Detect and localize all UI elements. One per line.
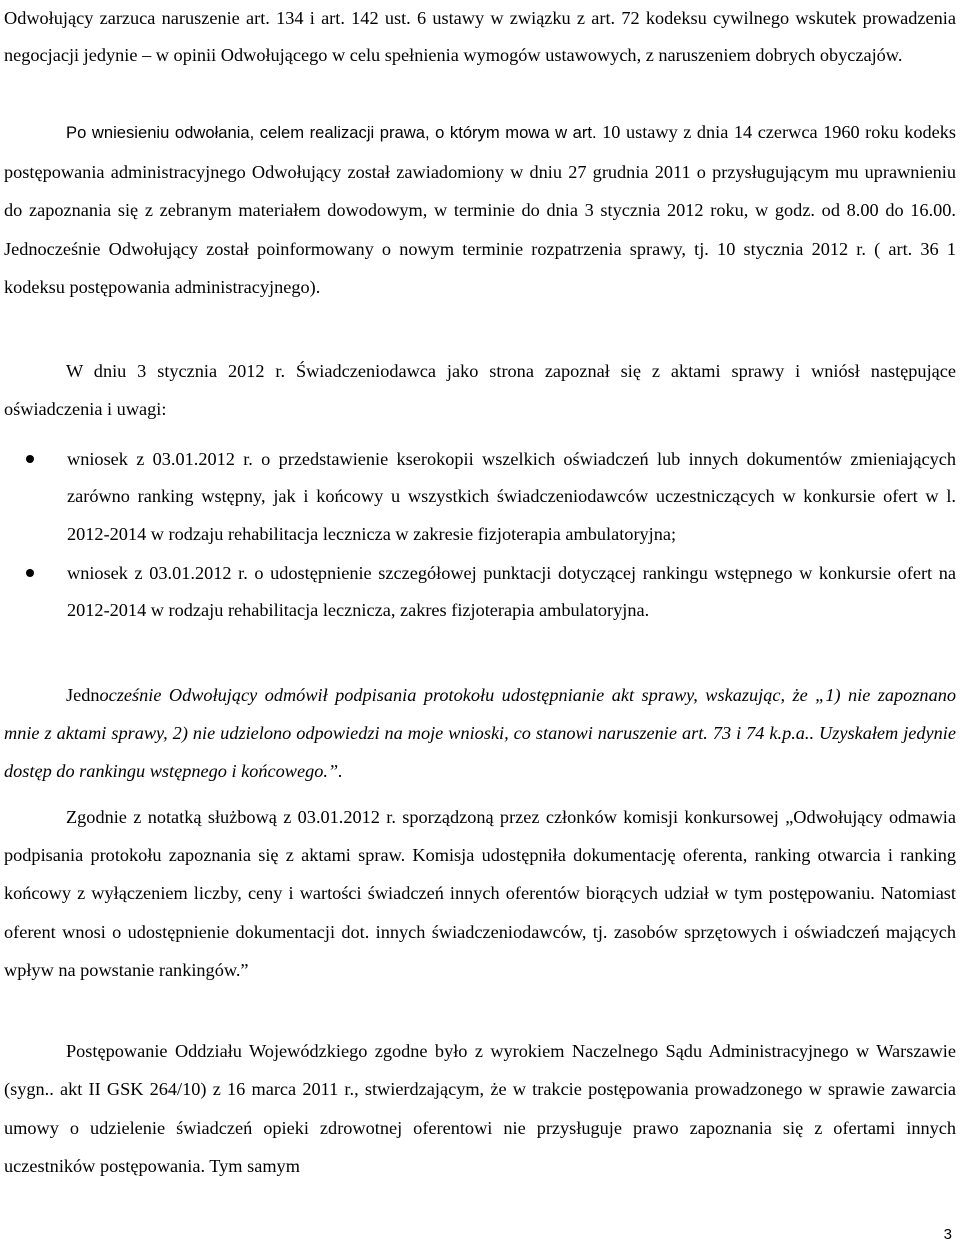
list-item-text: wniosek z 03.01.2012 r. o udostępnienie szczegółowej punktacji dotyczącej rankingu wstępnego w konkursie ofert na 2012-2014 w rodzaju rehabilitacja lecznicza, zakres fizjoterapia ambulatoryjna. [67,562,956,621]
bullet-dot-icon [26,569,34,577]
paragraph-3 [4,352,956,428]
paragraph-4 [4,676,956,790]
list-item [4,555,956,630]
paragraph-5-text: Zgodnie z notatką służbową z 03.01.2012 r. sporządzoną przez członków komisji konkursowej „Odwołujący odmawia podpisania protokołu zapoznania się z aktami spraw. Komisja udostępniła dokumentację oferenta, ranking otwarcia i ranking końcowy z wyłączeniem liczby, ceny i wartości świadczeń innych oferentów biorących udział w tym postępowaniu. Natomiast oferent wnosi o udostępnienie dokumentacji dot. innych świadczeniodawców, tj. zasobów sprzętowych i oświadczeń mających wpływ na powstanie rankingów.” [4,807,956,980]
paragraph-6-text: Postępowanie Oddziału Wojewódzkiego zgodne było z wyrokiem Naczelnego Sądu Administracyjnego w Warszawie (sygn.. akt II GSK 264/10) z 16 marca 2011 r., stwierdzającym, że w trakcie postępowania prowadzonego w sprawie zawarcia umowy o udzielenie świadczeń opieki zdrowotnej oferentowi nie przysługuje prawo zapoznania się z ofertami innych uczestników postępowania. Tym samym [4,1041,956,1176]
paragraph-1 [4,0,956,74]
paragraph-3-text: W dniu 3 stycznia 2012 r. Świadczeniodawca jako strona zapoznał się z aktami sprawy i wniósł następujące oświadczenia i uwagi: [4,361,956,419]
paragraph-6 [4,1032,956,1185]
paragraph-4-plain-text: Jedn [66,685,100,705]
paragraph-2-sans-text: Po wniesieniu odwołania, celem realizacji prawa, o którym mowa w art. [66,123,597,142]
paragraph-1-text: Odwołujący zarzuca naruszenie art. 134 i art. 142 ust. 6 ustawy w związku z art. 72 kodeksu cywilnego wskutek prowadzenia negocjacji jedynie – w opinii Odwołującego w celu spełnienia wymogów ustawowych, z naruszeniem dobrych obyczajów. [4,8,956,65]
page-number: 3 [943,1226,952,1243]
bullet-list [4,441,956,629]
list-item [4,441,956,553]
paragraph-2-text: 10 ustawy z dnia 14 czerwca 1960 roku kodeks postępowania administracyjnego Odwołujący został zawiadomiony w dniu 27 grudnia 2011 o przysługującym mu uprawnieniu do zapoznania się z zebranym materiałem dowodowym, w terminie do dnia 3 stycznia 2012 roku, w godz. od 8.00 do 16.00. Jednocześnie Odwołujący został poinformowany o nowym terminie rozpatrzenia sprawy, tj. 10 stycznia 2012 r. ( art. 36 1 kodeksu postępowania administracyjnego). [4,122,956,297]
list-item-text: wniosek z 03.01.2012 r. o przedstawienie kserokopii wszelkich oświadczeń lub innych dokumentów zmieniających zarówno ranking wstępny, jak i końcowy u wszystkich świadczeniodawców uczestniczących w konkursie ofert w l. 2012-2014 w rodzaju rehabilitacja lecznicza w zakresie fizjoterapia ambulatoryjna; [67,449,956,544]
paragraph-4-italic-text: ocześnie Odwołujący odmówił podpisania protokołu udostępnianie akt sprawy, wskazując, że „1) nie zapoznano mnie z aktami sprawy, 2) nie udzielono odpowiedzi na moje wnioski, co stanowi naruszenie art. 73 i 74 k.p.a.. Uzyskałem jedynie dostęp do rankingu wstępnego i końcowego.”. [4,685,956,781]
paragraph-5 [4,798,956,989]
paragraph-2 [4,113,956,307]
bullet-dot-icon [26,455,34,463]
